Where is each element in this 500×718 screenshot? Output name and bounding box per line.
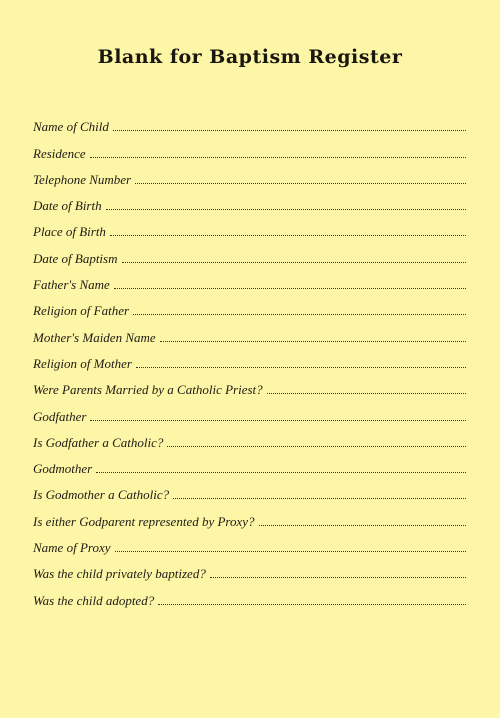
field-label: Residence	[33, 145, 86, 161]
field-label: Godmother	[33, 461, 93, 477]
fill-in-line[interactable]	[133, 314, 466, 315]
form-field-row	[33, 371, 466, 397]
form-field-row	[33, 213, 466, 239]
fill-in-line[interactable]	[259, 525, 466, 526]
form-field-row	[33, 397, 466, 423]
fill-in-line[interactable]	[210, 577, 466, 578]
field-label: Date of Baptism	[33, 250, 118, 266]
fill-in-line[interactable]	[96, 472, 466, 473]
form-field-row	[33, 450, 466, 476]
form-field-row	[33, 187, 466, 213]
field-label: Was the child adopted?	[33, 592, 155, 608]
form-field-row	[33, 108, 466, 134]
fill-in-line[interactable]	[90, 420, 466, 421]
form-field-row	[33, 161, 466, 187]
fill-in-line[interactable]	[110, 235, 466, 236]
form-field-row	[33, 134, 466, 160]
fill-in-line[interactable]	[173, 498, 466, 499]
field-label: Religion of Mother	[33, 355, 132, 371]
form-field-row	[33, 424, 466, 450]
fill-in-line[interactable]	[135, 183, 466, 184]
fill-in-line[interactable]	[113, 130, 466, 131]
field-label: Is Godmother a Catholic?	[33, 487, 170, 503]
field-label: Father's Name	[33, 277, 110, 293]
field-list	[33, 108, 466, 608]
fill-in-line[interactable]	[90, 157, 466, 158]
fill-in-line[interactable]	[106, 209, 466, 210]
form-field-row	[33, 555, 466, 581]
field-label: Religion of Father	[33, 303, 130, 319]
form-field-row	[33, 581, 466, 607]
form-field-row	[33, 476, 466, 502]
form-field-row	[33, 292, 466, 318]
field-label: Mother's Maiden Name	[33, 329, 156, 345]
form-field-row	[33, 529, 466, 555]
field-label: Is Godfather a Catholic?	[33, 434, 164, 450]
field-label: Telephone Number	[33, 171, 132, 187]
field-label: Place of Birth	[33, 224, 106, 240]
field-label: Godfather	[33, 408, 87, 424]
form-field-row	[33, 318, 466, 344]
fill-in-line[interactable]	[160, 341, 466, 342]
field-label: Is either Godparent represented by Proxy?	[33, 513, 255, 529]
fill-in-line[interactable]	[122, 262, 467, 263]
fill-in-line[interactable]	[115, 551, 467, 552]
form-field-row	[33, 345, 466, 371]
field-label: Name of Proxy	[33, 540, 111, 556]
form-title: Blank for Baptism Register	[97, 46, 403, 68]
field-label: Name of Child	[33, 119, 109, 135]
fill-in-line[interactable]	[167, 446, 466, 447]
fill-in-line[interactable]	[158, 604, 466, 605]
fill-in-line[interactable]	[114, 288, 466, 289]
fill-in-line[interactable]	[267, 393, 466, 394]
field-label: Were Parents Married by a Catholic Priest?	[33, 382, 263, 398]
field-label: Date of Birth	[33, 198, 102, 214]
fill-in-line[interactable]	[136, 367, 466, 368]
form-field-row	[33, 502, 466, 528]
form-field-row	[33, 266, 466, 292]
field-label: Was the child privately baptized?	[33, 566, 206, 582]
form-field-row	[33, 239, 466, 265]
